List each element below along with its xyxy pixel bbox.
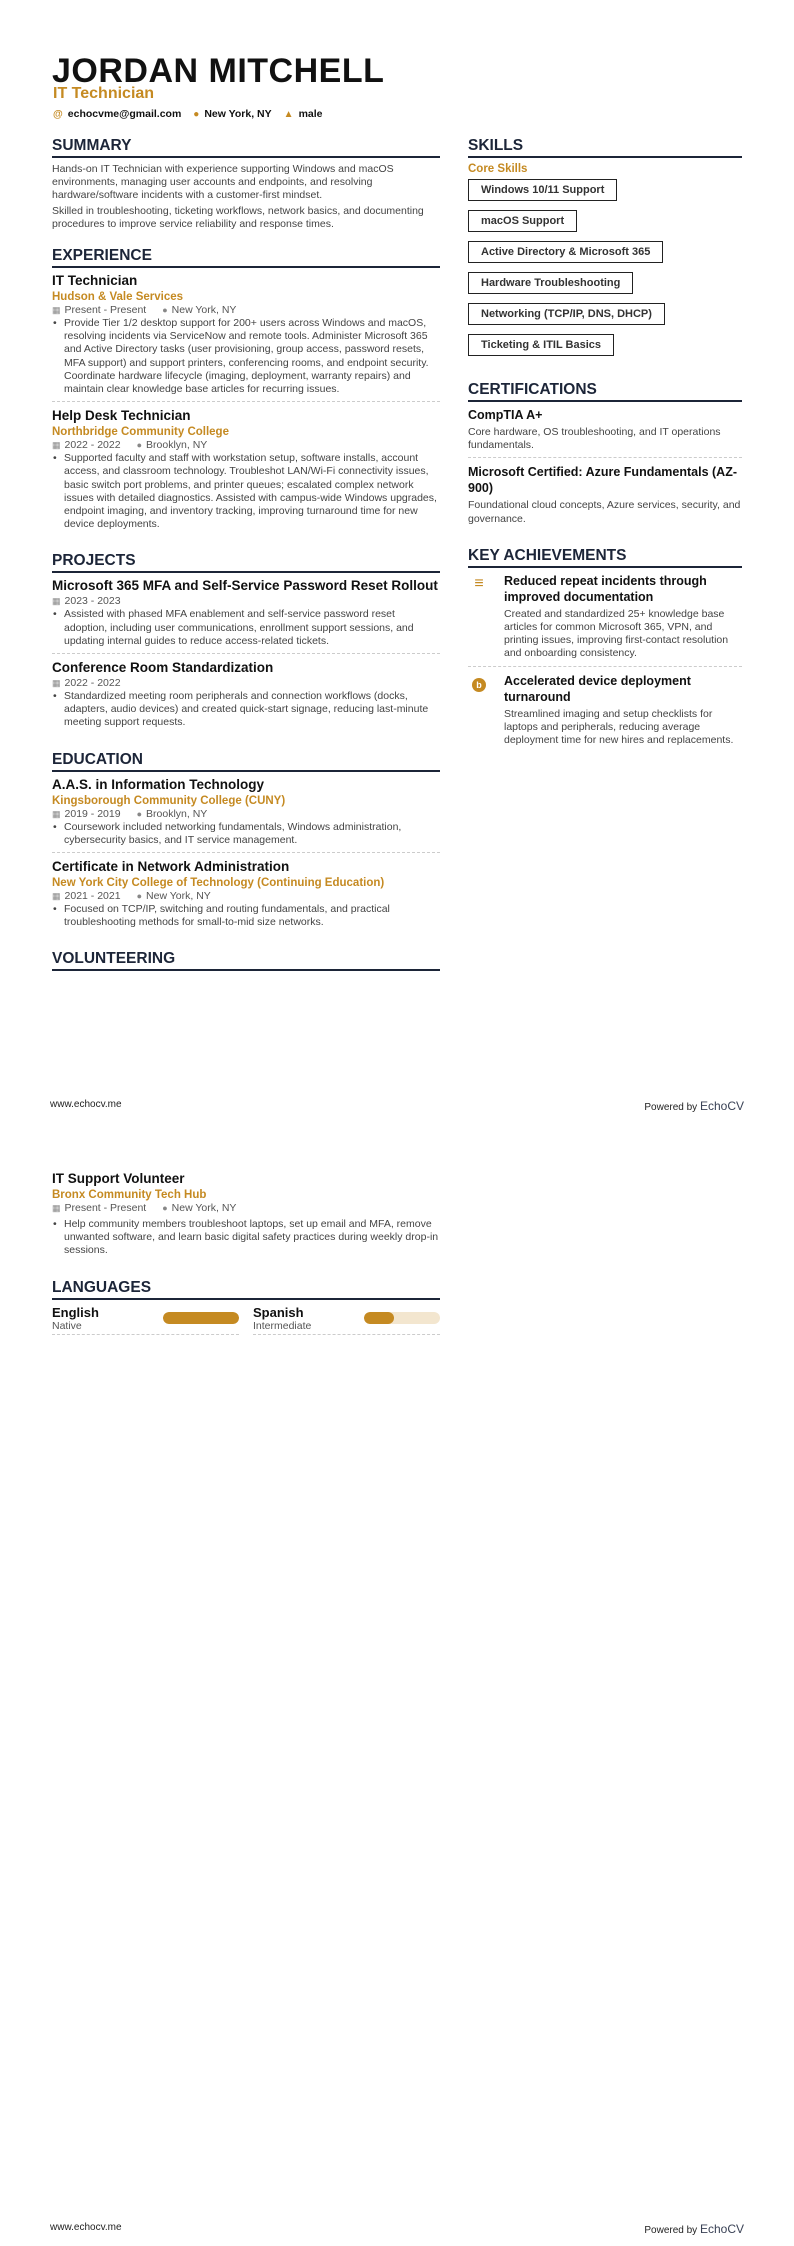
dates: Present - Present [64, 304, 147, 317]
bullet: • Assisted with phased MFA enablement and self-service password reset adoption, including user communications, enrollment support sessions, and updating internal guides to reduce access-related tickets. [52, 608, 440, 648]
dates: 2021 - 2021 [64, 890, 121, 903]
cert-desc: Foundational cloud concepts, Azure services, security, and governance. [468, 499, 741, 525]
email-text: echocvme@gmail.com [67, 108, 182, 120]
footer-brand[interactable]: EchoCV [699, 2222, 744, 2236]
location-pin-icon: ● [136, 891, 143, 902]
section-heading-summary: SUMMARY [52, 137, 440, 158]
achievement-title: Accelerated device deployment turnaround [504, 673, 691, 704]
calendar-icon: ▦ [52, 678, 61, 689]
education-item [52, 859, 440, 934]
skill-tags [468, 179, 742, 365]
company-name: Northbridge Community College [52, 426, 229, 439]
experience-item [52, 273, 440, 402]
dates: Present - Present [64, 1202, 147, 1214]
achievement-item [468, 573, 742, 667]
calendar-icon: ▦ [52, 891, 61, 902]
experience-item [52, 408, 440, 536]
school: New York City College of Technology (Continuing Education) [52, 877, 385, 890]
location-pin-icon: ● [136, 440, 143, 451]
right-column [468, 121, 742, 758]
section-heading-skills: SKILLS [468, 137, 742, 158]
lines-icon: ≡ [474, 574, 484, 592]
candidate-name: JORDAN MITCHELL [52, 52, 385, 90]
section-heading-projects: PROJECTS [52, 552, 440, 573]
location: New York, NY [146, 890, 211, 903]
bullet: • Focused on TCP/IP, switching and routing fundamentals, and practical troubleshooting methods for small-to-mid size networks. [52, 903, 440, 929]
footer-url[interactable]: www.echocv.me [50, 1099, 122, 1110]
person-icon: ▲ [283, 109, 294, 120]
summary-paragraph: Hands-on IT Technician with experience supporting Windows and macOS environments, managing user accounts and endpoints, and resolving hardware/software incidents with a customer-first mindset. [52, 163, 394, 202]
language-item [253, 1305, 440, 1335]
achievement-item [468, 673, 742, 753]
footer-brand[interactable]: EchoCV [699, 1099, 744, 1113]
job-title: IT Technician [52, 273, 138, 289]
skill-tag: Hardware Troubleshooting [468, 272, 633, 294]
footer-powered: Powered by [644, 2225, 698, 2236]
volunteer-org: Bronx Community Tech Hub [52, 1189, 207, 1201]
bullet: • Coursework included networking fundamentals, Windows administration, cybersecurity basics, and IT service management. [52, 821, 440, 847]
skill-tag: macOS Support [468, 210, 577, 232]
project-item [52, 660, 440, 735]
location-pin-icon: ● [193, 109, 200, 120]
languages-list [52, 1305, 440, 1335]
section-heading-achievements: KEY ACHIEVEMENTS [468, 547, 742, 568]
at-icon: @ [53, 109, 63, 120]
footer-powered: Powered by [644, 1102, 698, 1113]
proficiency-bar [364, 1312, 440, 1324]
bullet: • Supported faculty and staff with workstation setup, software installs, account access, and classroom technology. Troubleshot LAN/Wi-Fi connectivity issues, basic switch port problems, and printer queues; escalated complex network issues with detailed diagnostics. Assisted with campus-wide Windows upgrades, endpoint imaging, and inventory tracking, improving turnaround time for new device deployments. [52, 452, 440, 531]
proficiency-bar [163, 1312, 239, 1324]
dates: 2022 - 2022 [64, 439, 121, 452]
degree: Certificate in Network Administration [52, 859, 290, 875]
job-title: Help Desk Technician [52, 408, 191, 424]
footer-url[interactable]: www.echocv.me [50, 2222, 122, 2233]
skill-group-title: Core Skills [468, 163, 528, 175]
calendar-icon: ▦ [52, 808, 61, 819]
location: New York, NY [171, 304, 237, 317]
location: Brooklyn, NY [146, 439, 208, 452]
section-heading-experience: EXPERIENCE [52, 247, 440, 268]
location: Brooklyn, NY [146, 807, 208, 820]
contact-location [193, 108, 271, 120]
project-title: Microsoft 365 MFA and Self-Service Password Reset Rollout [52, 578, 438, 594]
dates: 2023 - 2023 [64, 595, 121, 608]
gender-text: male [298, 108, 323, 120]
language-name: English [52, 1304, 99, 1320]
coin-icon: b [472, 678, 486, 692]
location-text: New York, NY [204, 108, 272, 120]
left-column [52, 121, 440, 976]
bullet: • Help community members troubleshoot laptops, set up email and MFA, remove unwanted software, and learn basic digital safety practices during weekly drop-in sessions. [52, 1218, 440, 1258]
location: New York, NY [171, 1202, 237, 1214]
location-pin-icon: ● [136, 808, 143, 819]
school: Kingsborough Community College (CUNY) [52, 794, 286, 807]
location-pin-icon: ● [162, 305, 168, 316]
skill-tag: Active Directory & Microsoft 365 [468, 241, 663, 263]
location-pin-icon: ● [162, 1203, 168, 1213]
achievement-desc: Streamlined imaging and setup checklists for laptops and peripherals, reducing average deployment time for new hires and replacements. [504, 707, 734, 747]
section-heading-volunteering: VOLUNTEERING [52, 950, 440, 971]
page-footer [50, 2222, 744, 2236]
language-item [52, 1305, 239, 1335]
calendar-icon: ▦ [52, 440, 61, 451]
skill-tag: Ticketing & ITIL Basics [468, 334, 614, 356]
dates: 2019 - 2019 [64, 807, 121, 820]
calendar-icon: ▦ [52, 305, 61, 316]
proficiency-fill [364, 1312, 394, 1324]
skill-tag: Networking (TCP/IP, DNS, DHCP) [468, 303, 665, 325]
degree: A.A.S. in Information Technology [52, 776, 264, 792]
achievement-desc: Created and standardized 25+ knowledge base articles for common Microsoft 365, VPN, and printing issues, improving first-contact resolution and onboarding consistency. [504, 607, 729, 660]
dates: 2022 - 2022 [64, 677, 121, 690]
contact-email[interactable] [53, 108, 181, 120]
cert-name: CompTIA A+ [468, 408, 543, 422]
skill-tag: Windows 10/11 Support [468, 179, 617, 201]
section-heading-languages: LANGUAGES [52, 1279, 440, 1300]
page-footer [50, 1099, 744, 1113]
project-title: Conference Room Standardization [52, 660, 274, 676]
section-heading-education: EDUCATION [52, 751, 440, 772]
page-2 [0, 1123, 794, 2246]
certification-item [468, 464, 742, 530]
language-name: Spanish [253, 1304, 304, 1320]
company-name: Hudson & Vale Services [52, 291, 184, 304]
volunteer-role: IT Support Volunteer [52, 1171, 185, 1186]
contact-row [53, 108, 323, 120]
language-level: Intermediate [253, 1319, 312, 1332]
left-column [52, 1171, 440, 1335]
cert-desc: Core hardware, OS troubleshooting, and IT operations fundamentals. [468, 426, 721, 452]
achievement-title: Reduced repeat incidents through improved documentation [504, 573, 707, 604]
project-item [52, 578, 440, 654]
language-level: Native [52, 1319, 82, 1332]
bullet: • Standardized meeting room peripherals and connection workflows (docks, adapters, audio devices) and created quick-start signage, reducing last-minute meeting support requests. [52, 690, 440, 730]
bullet: • Provide Tier 1/2 desktop support for 200+ users across Windows and macOS, resolving incidents via ServiceNow and remote tools. Administer Microsoft 365 and Active Directory tasks (user provisioning, group access, password resets, MFA support) and support printers, conferencing rooms, and endpoint security. Coordinate hardware lifecycle (imaging, deployment, warranty repairs) and maintain clear knowledge base articles for recurring issues. [52, 317, 440, 396]
education-item [52, 777, 440, 853]
section-heading-certifications: CERTIFICATIONS [468, 381, 742, 402]
summary-paragraph: Skilled in troubleshooting, ticketing workflows, network basics, and documenting procedures to improve service reliability and response times. [52, 204, 424, 230]
volunteer-item [52, 1171, 440, 1263]
candidate-title: IT Technician [53, 85, 155, 102]
certification-item [468, 407, 742, 458]
contact-gender [284, 108, 323, 120]
calendar-icon: ▦ [52, 1203, 61, 1213]
cert-name: Microsoft Certified: Azure Fundamentals (AZ-900) [468, 465, 737, 496]
proficiency-fill [163, 1312, 239, 1324]
calendar-icon: ▦ [52, 596, 61, 607]
